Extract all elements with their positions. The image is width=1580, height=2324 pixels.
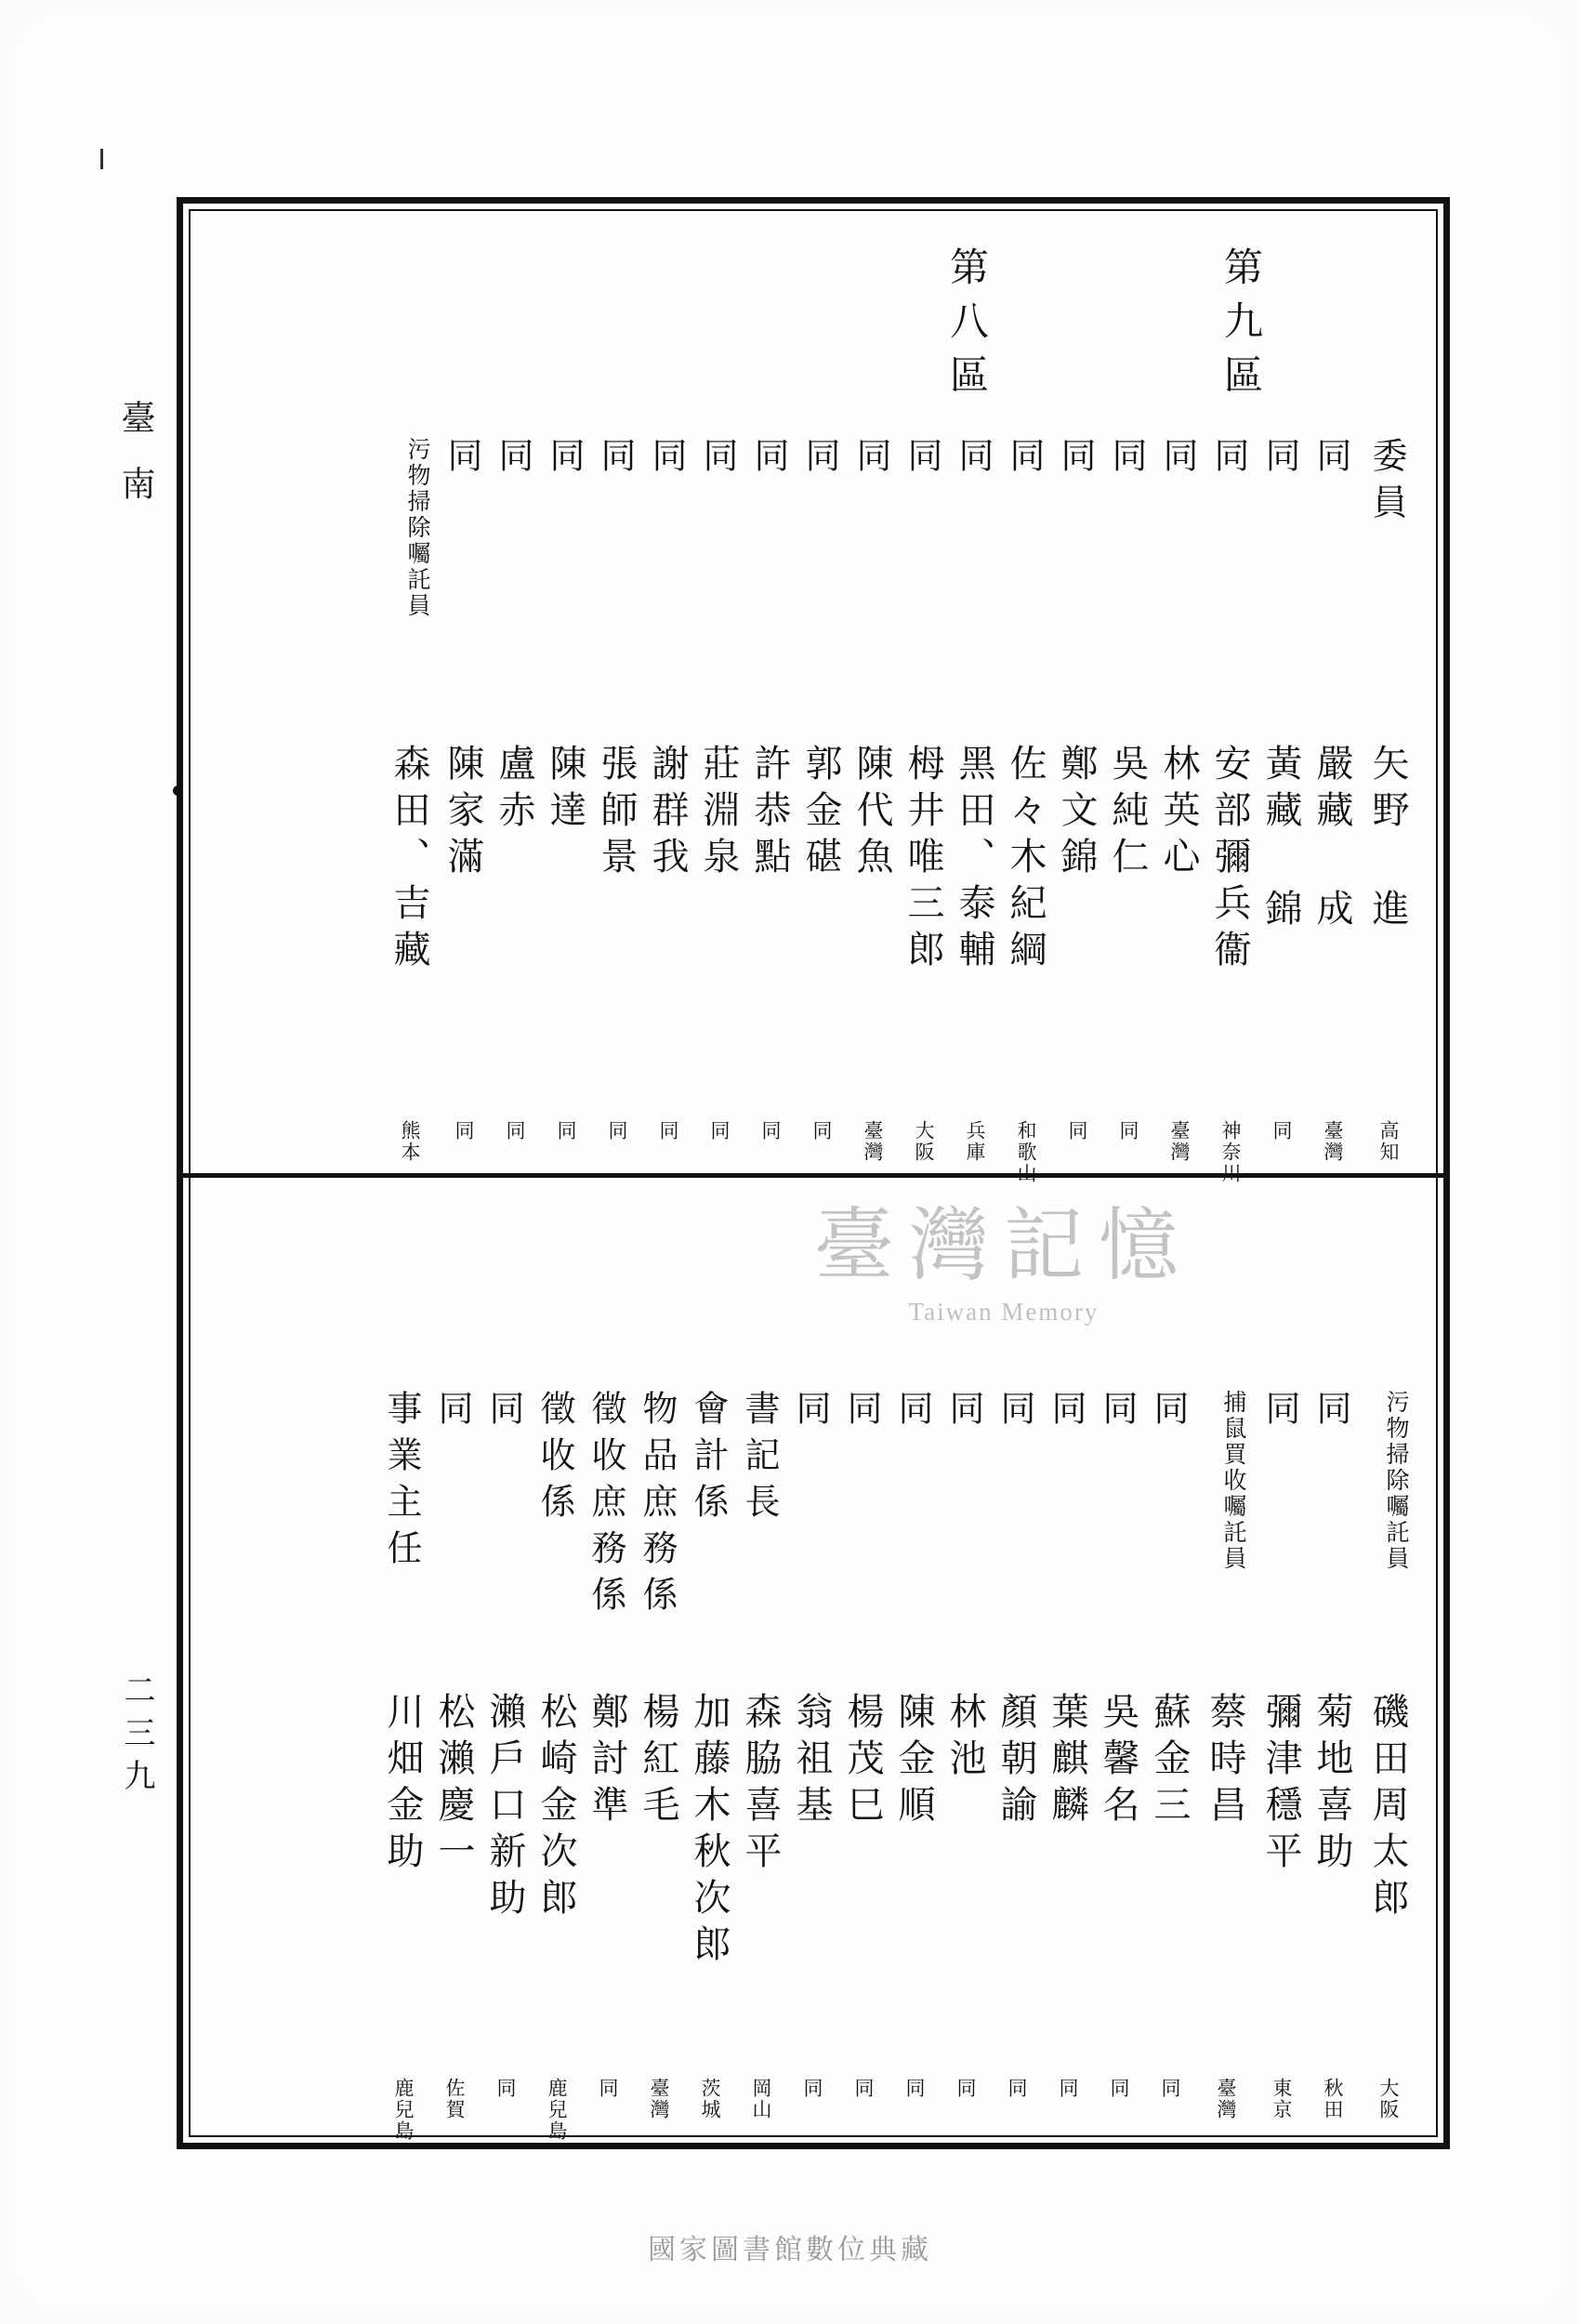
entry-role: 污物掃除囑託員	[404, 437, 431, 619]
section-heading: 第八區	[944, 246, 990, 408]
entry-provenance: 同	[810, 1120, 833, 1142]
entry-provenance: 茨城	[699, 2078, 721, 2120]
entry-provenance: 同	[504, 1120, 526, 1142]
entry-role: 會計係	[688, 1390, 729, 1529]
entry-provenance: 臺灣	[648, 2078, 670, 2120]
entry-role: 同	[1055, 437, 1096, 483]
entry-name: 瀨戶口新助	[483, 1692, 526, 1924]
entry-name: 吳純仁	[1106, 744, 1149, 883]
entry-provenance: 同	[494, 2078, 517, 2099]
entry-role: 同	[1310, 437, 1351, 483]
entry-role: 書記長	[739, 1390, 780, 1529]
entry-provenance: 同	[1159, 2078, 1181, 2099]
entry-name: 鄭討準	[586, 1692, 628, 1831]
entry-provenance: 同	[852, 2078, 875, 2099]
entry-provenance: 同	[606, 1120, 628, 1142]
entry-name: 蔡時昌	[1204, 1692, 1246, 1831]
watermark-english-text: Taiwan Memory	[908, 1298, 1099, 1326]
entry-provenance: 同	[955, 2078, 977, 2099]
entry-role: 同	[544, 437, 585, 483]
running-head-region: 臺南	[115, 400, 155, 532]
entry-role: 同	[790, 1390, 831, 1436]
entry-role: 同	[1106, 437, 1147, 483]
margin-registration-tick	[100, 149, 103, 169]
entry-name: 矢野 進	[1366, 744, 1409, 935]
entry-provenance: 同	[1006, 2078, 1028, 2099]
entry-provenance: 同	[1117, 1120, 1139, 1142]
entry-role: 捕鼠買收囑託員	[1220, 1390, 1247, 1572]
entry-role: 同	[1097, 1390, 1138, 1436]
entry-name: 佐々木紀綱	[1004, 744, 1047, 976]
entry-provenance: 同	[708, 1120, 731, 1142]
entry-provenance: 臺灣	[1322, 1120, 1344, 1163]
entry-provenance: 同	[903, 2078, 926, 2099]
entry-role: 委員	[1366, 437, 1407, 530]
entry-role: 同	[646, 437, 687, 483]
entry-provenance: 同	[1066, 1120, 1088, 1142]
entry-name: 松崎金次郎	[534, 1692, 577, 1924]
entry-provenance: 臺灣	[1168, 1120, 1191, 1163]
entry-role: 同	[441, 437, 482, 483]
entry-role: 同	[1148, 1390, 1189, 1436]
entry-provenance: 高知	[1377, 1120, 1400, 1163]
entry-provenance: 臺灣	[862, 1120, 884, 1163]
entry-role: 同	[1157, 437, 1198, 483]
entry-provenance: 大阪	[1377, 2078, 1400, 2120]
entry-role: 物品庶務係	[637, 1390, 678, 1622]
entry-provenance: 同	[597, 2078, 619, 2099]
entry-role: 同	[1310, 1390, 1351, 1436]
entry-name: 葉麒麟	[1046, 1692, 1088, 1831]
entry-provenance: 鹿兒島	[546, 2078, 568, 2142]
entry-name: 張師景	[595, 744, 638, 883]
entry-role: 同	[943, 1390, 984, 1436]
entry-name: 林英心	[1157, 744, 1200, 883]
entry-name: 嚴藏 成	[1310, 744, 1353, 935]
entry-provenance: 同	[657, 1120, 679, 1142]
entry-provenance: 同	[1271, 1120, 1293, 1142]
entry-role: 事業主任	[381, 1390, 422, 1576]
entry-name: 翁祖基	[790, 1692, 833, 1831]
entry-name: 彌津穩平	[1259, 1692, 1302, 1878]
entry-name: 森田、吉藏	[388, 744, 430, 976]
entry-role: 同	[841, 1390, 882, 1436]
entry-provenance: 兵庫	[964, 1120, 986, 1163]
entry-name: 黑田、泰輔	[953, 744, 995, 976]
entry-role: 同	[1004, 437, 1045, 483]
entry-name: 川畑金助	[381, 1692, 424, 1878]
entry-name: 郭金碪	[799, 744, 842, 883]
entry-name: 安部彌兵衞	[1208, 744, 1251, 976]
entry-provenance: 臺灣	[1215, 2078, 1237, 2120]
entry-name: 森脇喜平	[739, 1692, 782, 1878]
entry-role: 同	[1046, 1390, 1086, 1436]
entry-role: 同	[748, 437, 789, 483]
entry-name: 松瀨慶一	[432, 1692, 475, 1878]
section-heading: 第九區	[1218, 246, 1264, 408]
entry-provenance: 和歌山	[1015, 1120, 1037, 1184]
entry-role: 徵收係	[534, 1390, 575, 1529]
page-number: 二三九	[118, 1673, 155, 1802]
entry-role: 同	[1259, 1390, 1300, 1436]
entry-role: 同	[953, 437, 994, 483]
entry-role: 同	[493, 437, 533, 483]
entry-provenance: 熊本	[399, 1120, 421, 1163]
entry-provenance: 岡山	[750, 2078, 772, 2120]
entry-role: 同	[1259, 437, 1300, 483]
entry-provenance: 秋田	[1322, 2078, 1344, 2120]
entry-name: 鄭文錦	[1055, 744, 1098, 883]
entry-name: 磯田周太郎	[1366, 1692, 1409, 1924]
register-divider-rule	[177, 1173, 1450, 1178]
entry-name: 陳達	[544, 744, 586, 837]
entry-name: 莊淵泉	[697, 744, 740, 883]
entry-provenance: 神奈川	[1219, 1120, 1242, 1184]
entry-name: 菊地喜助	[1310, 1692, 1353, 1878]
entry-role: 污物掃除囑託員	[1383, 1390, 1410, 1572]
entry-role: 同	[432, 1390, 473, 1436]
entry-name: 陳家滿	[441, 744, 484, 883]
entry-name: 林池	[943, 1692, 986, 1785]
entry-name: 顏朝諭	[994, 1692, 1037, 1831]
entry-name: 楊茂巳	[841, 1692, 884, 1831]
entry-provenance: 同	[555, 1120, 577, 1142]
watermark-chinese-text: 臺灣記憶	[814, 1199, 1193, 1292]
entry-name: 吳馨名	[1097, 1692, 1139, 1831]
entry-provenance: 同	[1108, 2078, 1130, 2099]
entry-role: 同	[892, 1390, 933, 1436]
entry-provenance: 佐賀	[443, 2078, 466, 2120]
entry-name: 許恭點	[748, 744, 791, 883]
entry-name: 加藤木秋次郎	[688, 1692, 731, 1971]
entry-name: 謝群我	[646, 744, 689, 883]
entry-role: 徵收庶務係	[586, 1390, 626, 1622]
entry-name: 陳金順	[892, 1692, 935, 1831]
entry-role: 同	[697, 437, 738, 483]
entry-provenance: 東京	[1271, 2078, 1293, 2120]
entry-name: 楊紅毛	[637, 1692, 679, 1831]
entry-provenance: 同	[1057, 2078, 1079, 2099]
entry-provenance: 同	[453, 1120, 475, 1142]
entry-provenance: 同	[759, 1120, 782, 1142]
entry-provenance: 大阪	[913, 1120, 935, 1163]
entry-role: 同	[994, 1390, 1035, 1436]
entry-role: 同	[799, 437, 840, 483]
entry-role: 同	[1208, 437, 1249, 483]
entry-provenance: 鹿兒島	[392, 2078, 415, 2142]
entry-role: 同	[595, 437, 636, 483]
entry-role: 同	[902, 437, 942, 483]
entry-name: 蘇金三	[1148, 1692, 1191, 1831]
footer-credit: 國家圖書館數位典藏	[648, 2234, 932, 2266]
entry-name: 黃藏 錦	[1259, 744, 1302, 935]
entry-provenance: 同	[801, 2078, 823, 2099]
entry-name: 盧赤	[493, 744, 535, 837]
entry-name: 陳代魚	[850, 744, 893, 883]
entry-role: 同	[483, 1390, 524, 1436]
entry-role: 同	[850, 437, 891, 483]
entry-name: 栂井唯三郎	[902, 744, 944, 976]
